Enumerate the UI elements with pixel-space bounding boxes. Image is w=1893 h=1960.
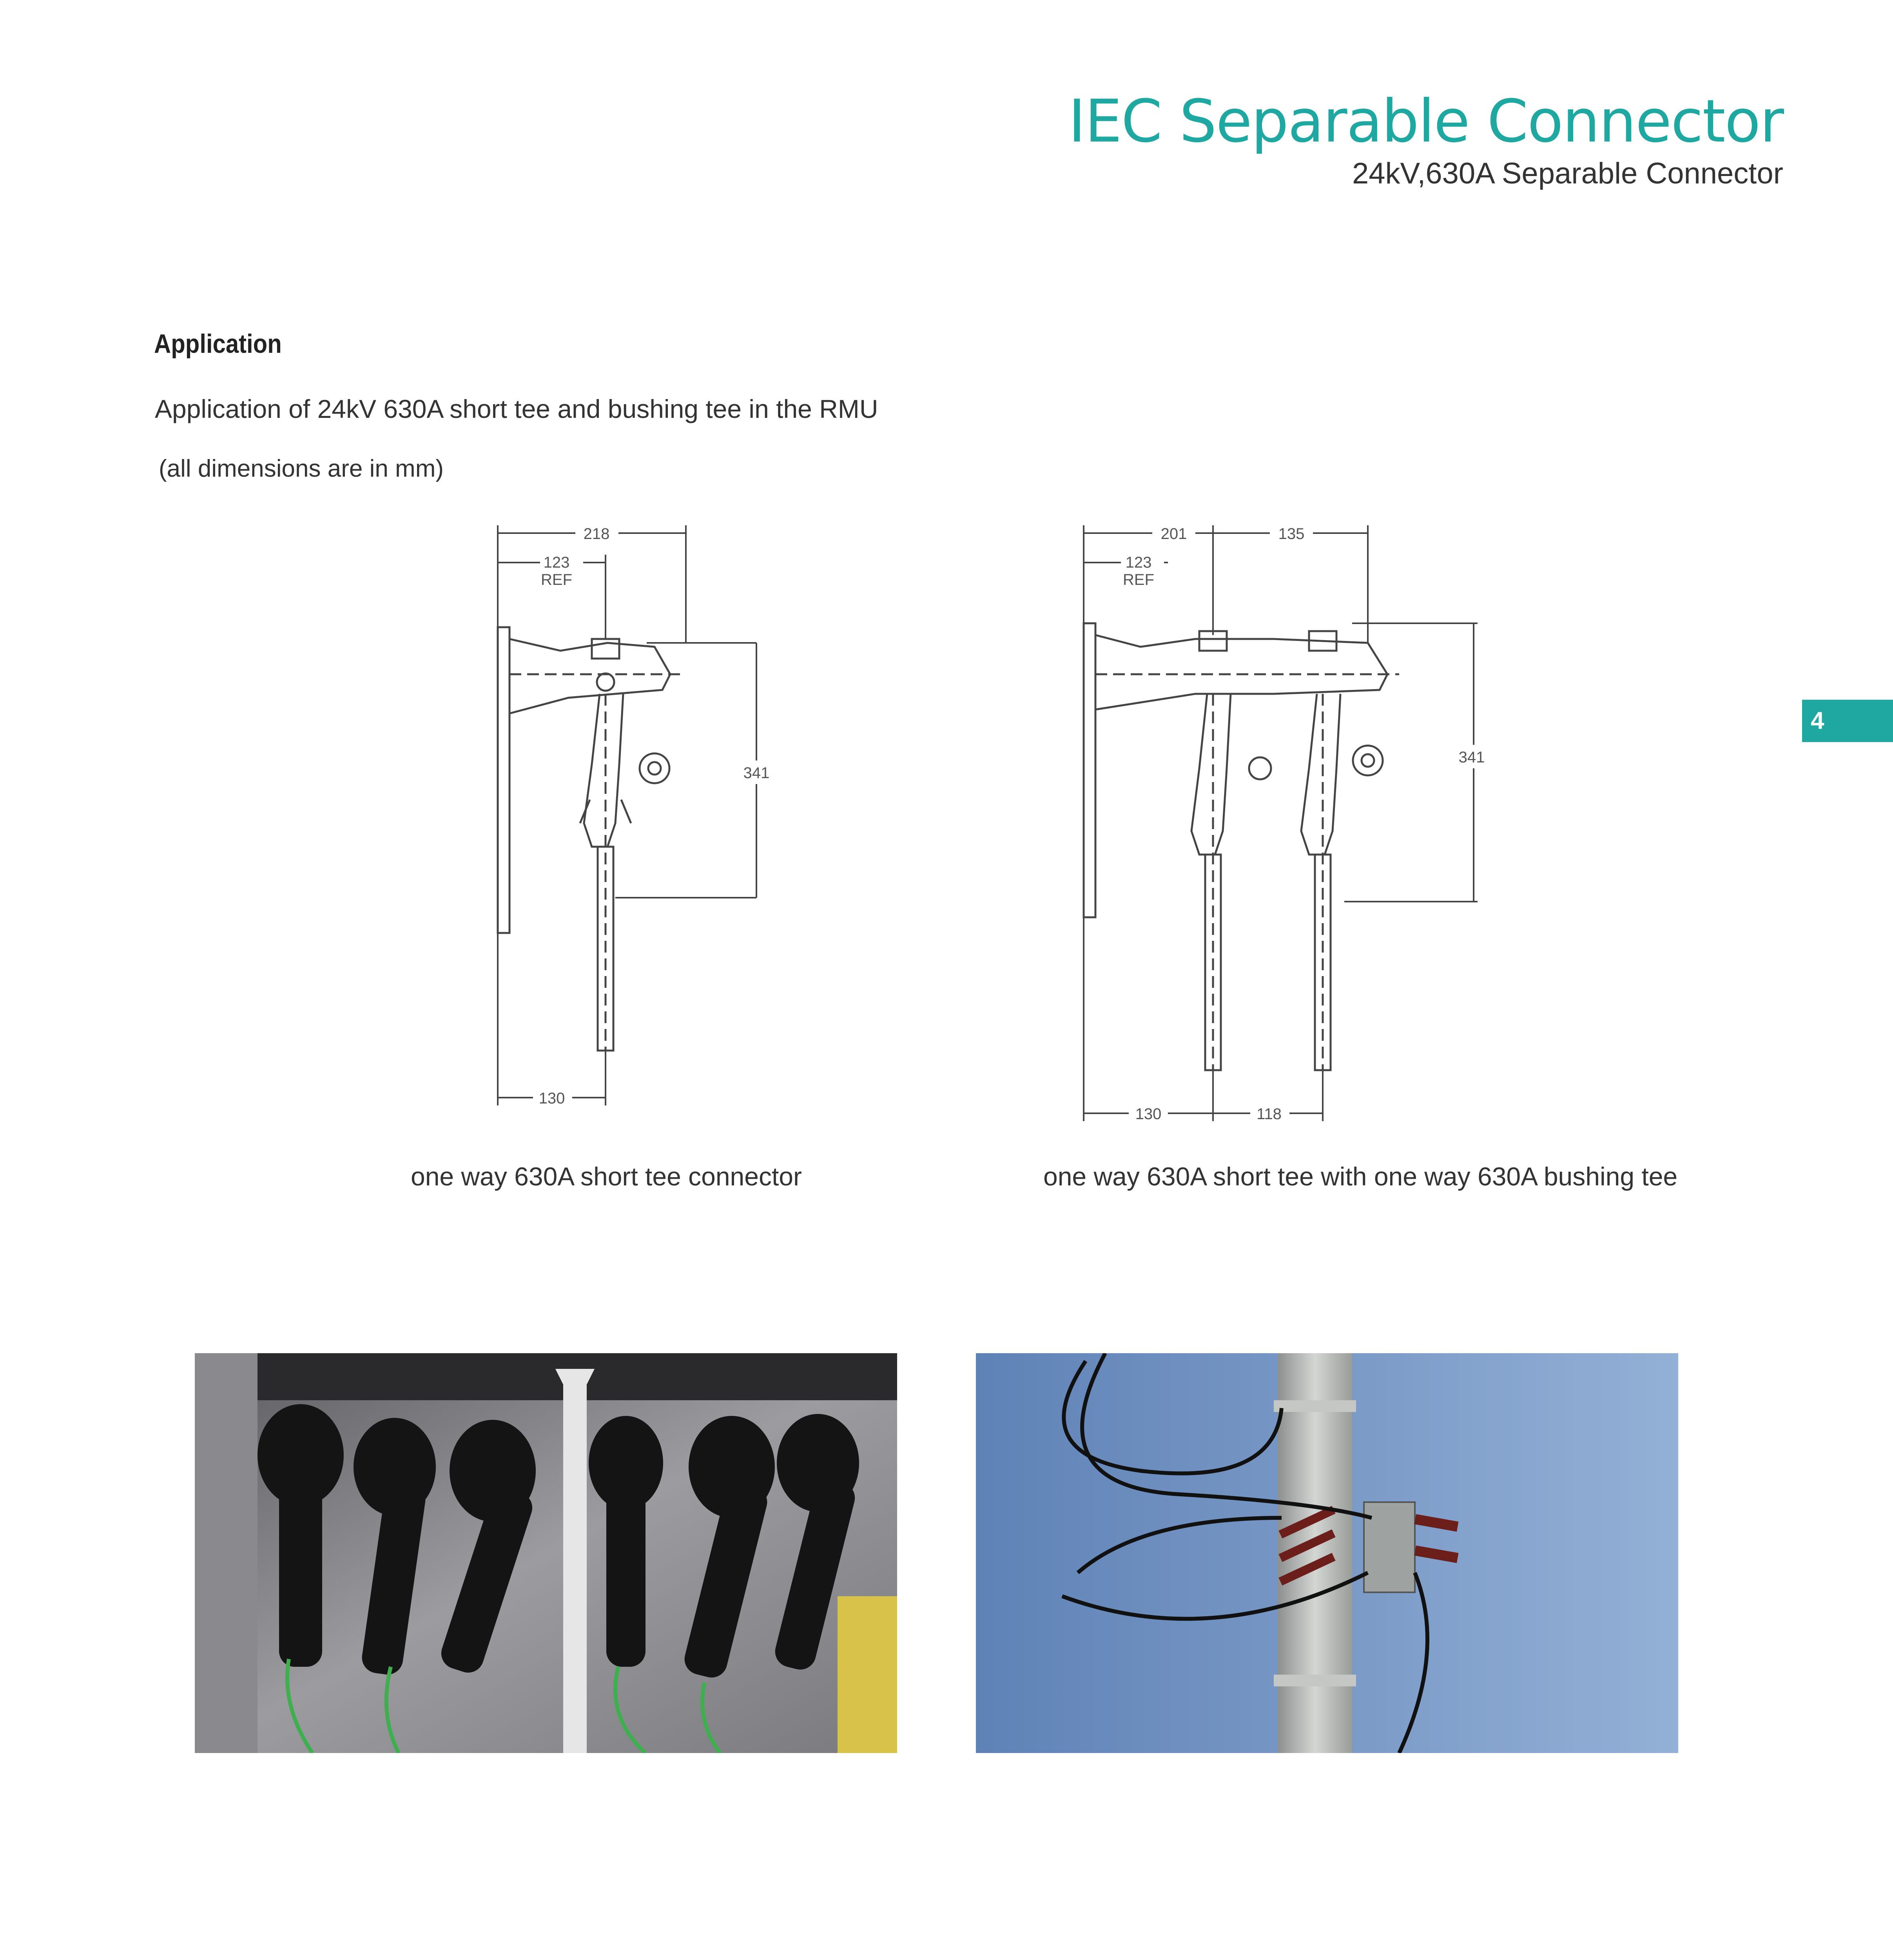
page-title: IEC Separable Connector (1068, 87, 1783, 156)
dim-130-label-right: 130 (1135, 1105, 1162, 1123)
chapter-tab: 4 (1802, 700, 1893, 742)
dim-123-label-right: 123 (1125, 554, 1152, 571)
dim-341-label: 341 (743, 764, 770, 782)
short-tee-bushing-tee-caption: one way 630A short tee with one way 630A bushing tee (1043, 1162, 1678, 1191)
dimension-note: (all dimensions are in mm) (159, 455, 444, 482)
short-tee-bushing-tee-drawing (1039, 510, 1532, 1152)
dim-123-label: 123 (543, 554, 570, 571)
dim-135-label: 135 (1278, 525, 1305, 543)
short-tee-caption: one way 630A short tee connector (411, 1162, 802, 1191)
dim-ref-label-right: REF (1123, 571, 1154, 588)
short-tee-drawing (451, 510, 815, 1133)
dim-130-label: 130 (539, 1090, 565, 1107)
pole-connector-photo (976, 1353, 1678, 1753)
dim-341-label-right: 341 (1458, 749, 1485, 766)
dim-201-label: 201 (1160, 525, 1187, 543)
application-description: Application of 24kV 630A short tee and bushing tee in the RMU (155, 394, 878, 423)
short-tee-drawing-svg (451, 510, 815, 1133)
pole-connector-image (976, 1353, 1678, 1753)
page-subtitle: 24kV,630A Separable Connector (1352, 157, 1783, 190)
rmu-connectors-image (195, 1353, 897, 1753)
dim-218-label: 218 (583, 525, 610, 543)
section-heading: Application (154, 329, 282, 359)
rmu-connectors-photo (195, 1353, 897, 1753)
short-tee-bushing-tee-drawing-svg (1039, 510, 1532, 1152)
dim-118-label: 118 (1257, 1105, 1282, 1123)
dim-ref-label: REF (541, 571, 572, 588)
